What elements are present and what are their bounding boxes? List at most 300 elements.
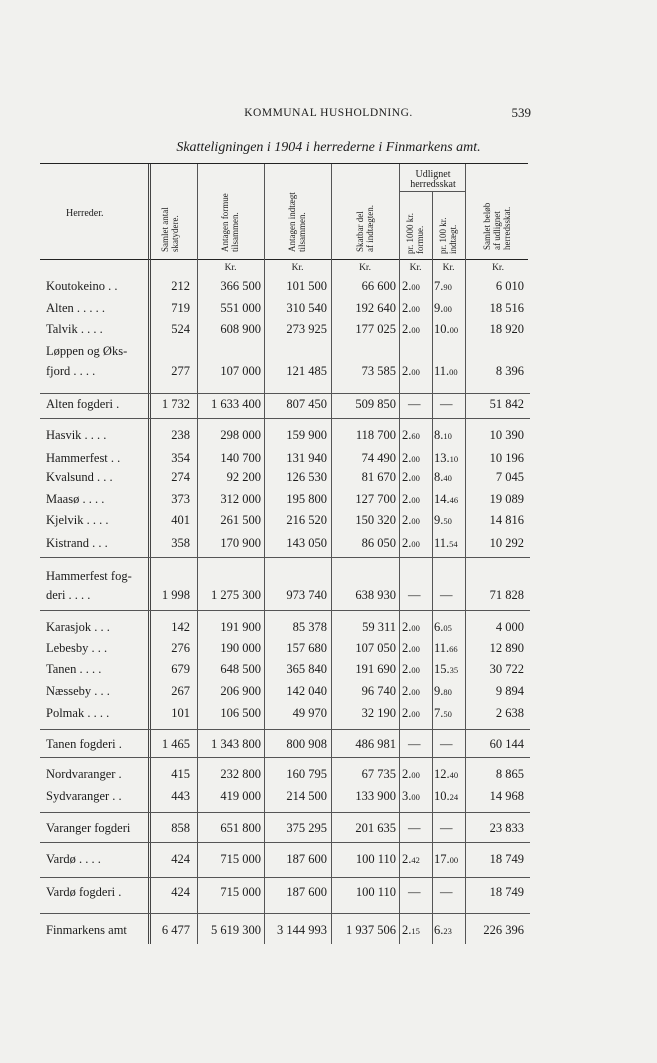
cell-indtaegt: 195 800 [286, 492, 327, 506]
cell-pr-indtaegt [434, 536, 466, 551]
cell-indtaegt: 121 485 [286, 364, 327, 378]
cell-pr-indtaegt-dec: 35 [449, 665, 459, 675]
cell-indtaegt: 85 378 [292, 620, 327, 634]
cell-pr-indtaegt [440, 821, 472, 836]
cell-pr-indtaegt-dec: 23 [443, 926, 452, 936]
cell-pr-indtaegt-dec: 10 [443, 431, 452, 441]
cell-pr-formue [402, 662, 432, 677]
cell-pr-indtaegt-dec: 54 [449, 539, 458, 549]
cell-pr-formue [402, 706, 432, 721]
cell-pr-indtaegt [440, 885, 472, 900]
cell-skatbar: 127 700 [355, 492, 396, 506]
cell-pr-formue-int: 2. [402, 923, 412, 937]
cell-pr-indtaegt-int: 10. [434, 789, 450, 803]
section-rule [40, 393, 530, 394]
cell-pr-indtaegt-dec: 00 [449, 325, 459, 335]
cell-formue: 140 700 [220, 451, 261, 465]
cell-skatbar: 66 600 [361, 279, 396, 293]
cell-pr-indtaegt-dec: 24 [449, 792, 459, 802]
row-name: Polmak . . . . [46, 706, 110, 720]
cell-pr-formue-dec: 00 [411, 473, 420, 483]
cell-samlet: 10 196 [489, 451, 524, 465]
cell-skatydere: 358 [171, 536, 190, 550]
cell-pr-indtaegt-int: 12. [434, 767, 450, 781]
cell-skatydere: 524 [171, 322, 190, 336]
row-name: Løppen og Øks- [46, 344, 128, 358]
cell-pr-indtaegt-dec: 10 [449, 454, 459, 464]
cell-pr-indtaegt-dec: 40 [443, 473, 452, 483]
cell-samlet: 8 865 [495, 767, 524, 781]
section-rule [40, 913, 530, 914]
cell-skatbar: 67 735 [361, 767, 396, 781]
cell-formue: 715 000 [220, 885, 261, 899]
cell-pr-formue-int: 2. [402, 513, 412, 527]
cell-pr-indtaegt-dec: 50 [443, 516, 452, 526]
cell-skatydere: 277 [171, 364, 190, 378]
cell-pr-indtaegt-int: 17. [434, 852, 450, 866]
cell-formue: 651 800 [220, 821, 261, 835]
table-row [0, 344, 657, 362]
cell-pr-formue [402, 492, 432, 507]
cell-skatydere: 142 [171, 620, 190, 634]
cell-indtaegt: 310 540 [286, 301, 327, 315]
cell-pr-formue-int: 2. [402, 451, 412, 465]
cell-pr-indtaegt-dec: 05 [443, 623, 452, 633]
cell-samlet: 226 396 [483, 923, 524, 937]
cell-pr-formue-int: 2. [402, 662, 412, 676]
cell-samlet: 12 890 [489, 641, 524, 655]
cell-indtaegt: 187 600 [286, 885, 327, 899]
cell-samlet: 18 749 [489, 885, 524, 899]
cell-pr-formue-dec: 00 [411, 304, 420, 314]
col-herreder: Herreder. [66, 208, 104, 219]
cell-pr-formue-dec: 00 [411, 792, 420, 802]
table-row [0, 451, 657, 469]
cell-skatydere: 212 [171, 279, 190, 293]
cell-formue: 92 200 [226, 470, 261, 484]
cell-pr-indtaegt [440, 737, 472, 752]
table-row [0, 620, 657, 638]
cell-skatbar: 100 110 [355, 885, 396, 899]
cell-pr-indtaegt-dec: 66 [449, 644, 458, 654]
cell-samlet: 6 010 [495, 279, 524, 293]
cell-pr-formue [402, 364, 432, 379]
cell-pr-indtaegt-int: 9. [434, 513, 444, 527]
row-name: Næsseby . . . [46, 684, 110, 698]
section-rule [40, 877, 530, 878]
section-rule [40, 729, 530, 730]
table-row [0, 789, 657, 807]
table-row [0, 470, 657, 488]
row-name: Alten fogderi . [46, 397, 120, 411]
cell-pr-formue [402, 322, 432, 337]
cell-formue: 298 000 [220, 428, 261, 442]
col-pr-formue: pr. 1000 kr. formue. [405, 212, 425, 254]
cell-samlet: 19 089 [489, 492, 524, 506]
cell-indtaegt: 160 795 [286, 767, 327, 781]
cell-skatydere: 1 465 [161, 737, 190, 751]
row-name: Talvik . . . . [46, 322, 103, 336]
cell-skatbar: 150 320 [355, 513, 396, 527]
cell-formue: 608 900 [220, 322, 261, 336]
col-pr-indtaegt: pr. 100 kr. indtægt. [438, 217, 458, 254]
cell-formue: 1 633 400 [211, 397, 261, 411]
cell-skatydere: 101 [171, 706, 190, 720]
col-formue: Antagen formue tilsammen. [220, 193, 240, 252]
table-row [0, 322, 657, 340]
cell-indtaegt: 273 925 [286, 322, 327, 336]
cell-samlet: 7 045 [495, 470, 524, 484]
cell-indtaegt: 3 144 993 [277, 923, 327, 937]
cell-skatbar: 107 050 [355, 641, 396, 655]
header-bottom-rule [40, 259, 528, 260]
page-number: 539 [511, 105, 531, 120]
row-name: deri . . . . [46, 588, 91, 602]
cell-pr-formue [408, 885, 438, 900]
cell-formue: 107 000 [220, 364, 261, 378]
cell-samlet: 60 144 [489, 737, 524, 751]
cell-skatydere: 415 [171, 767, 190, 781]
cell-pr-formue-int: — [408, 397, 421, 411]
table-row [0, 513, 657, 531]
row-name: Karasjok . . . [46, 620, 110, 634]
row-name: Vardø fogderi . [46, 885, 122, 899]
cell-pr-formue-dec: 00 [411, 367, 420, 377]
cell-pr-formue-int: — [408, 588, 421, 602]
cell-formue: 261 500 [220, 513, 261, 527]
cell-indtaegt: 143 050 [286, 536, 327, 550]
cell-pr-indtaegt [434, 684, 466, 699]
table-row [0, 737, 657, 755]
cell-pr-formue-dec: 00 [411, 687, 420, 697]
cell-pr-indtaegt-dec: 50 [443, 709, 452, 719]
cell-skatbar: 638 930 [355, 588, 396, 602]
row-name: Koutokeino . . [46, 279, 118, 293]
table-row [0, 821, 657, 839]
cell-indtaegt: 142 040 [286, 684, 327, 698]
cell-samlet: 14 968 [489, 789, 524, 803]
table-row [0, 397, 657, 415]
cell-pr-indtaegt [434, 470, 466, 485]
cell-pr-formue-dec: 00 [411, 282, 420, 292]
cell-pr-indtaegt-dec: 40 [449, 770, 459, 780]
cell-skatbar: 201 635 [355, 821, 396, 835]
cell-indtaegt: 101 500 [286, 279, 327, 293]
cell-skatbar: 191 690 [355, 662, 396, 676]
cell-pr-formue-dec: 60 [411, 431, 420, 441]
running-header [0, 107, 657, 123]
cell-pr-formue-int: 2. [402, 428, 412, 442]
cell-pr-indtaegt-int: 6. [434, 620, 444, 634]
table-row [0, 279, 657, 297]
table-row [0, 569, 657, 587]
cell-skatydere: 373 [171, 492, 190, 506]
row-name: Kjelvik . . . . [46, 513, 109, 527]
table-row [0, 706, 657, 724]
cell-samlet: 71 828 [489, 588, 524, 602]
table-row [0, 588, 657, 606]
cell-pr-indtaegt-int: 7. [434, 279, 444, 293]
cell-pr-indtaegt-dec: 46 [449, 495, 459, 505]
table-row [0, 923, 657, 941]
cell-pr-formue-dec: 42 [411, 855, 420, 865]
cell-pr-formue-int: 2. [402, 364, 412, 378]
cell-pr-indtaegt-int: 9. [434, 301, 444, 315]
cell-pr-indtaegt [434, 706, 466, 721]
cell-pr-indtaegt [440, 397, 472, 412]
cell-skatydere: 424 [171, 852, 190, 866]
cell-pr-formue-int: 2. [402, 301, 412, 315]
section-rule [40, 418, 530, 419]
cell-pr-indtaegt-int: — [440, 737, 453, 751]
section-rule [40, 812, 530, 813]
col-skatbar: Skatbar del af indtægten. [355, 205, 375, 252]
cell-pr-indtaegt-dec: 90 [443, 282, 452, 292]
cell-pr-indtaegt [434, 767, 466, 782]
cell-skatydere: 238 [171, 428, 190, 442]
cell-samlet: 10 292 [489, 536, 524, 550]
cell-pr-indtaegt-dec: 00 [443, 304, 452, 314]
cell-skatbar: 133 900 [355, 789, 396, 803]
table-row [0, 767, 657, 785]
cell-pr-formue-int: 2. [402, 279, 412, 293]
cell-pr-formue-dec: 15 [411, 926, 420, 936]
cell-skatydere: 267 [171, 684, 190, 698]
cell-pr-indtaegt [434, 279, 466, 294]
cell-pr-formue [408, 397, 438, 412]
cell-pr-formue-int: 2. [402, 852, 412, 866]
row-name: Kvalsund . . . [46, 470, 113, 484]
cell-skatbar: 177 025 [355, 322, 396, 336]
col-udlignet: Udlignet herredsskat [410, 169, 456, 190]
cell-formue: 5 619 300 [211, 923, 261, 937]
cell-formue: 206 900 [220, 684, 261, 698]
cell-pr-indtaegt [434, 789, 466, 804]
cell-pr-indtaegt-int: — [440, 397, 453, 411]
cell-pr-formue-dec: 00 [411, 644, 420, 654]
cell-pr-formue-dec: 00 [411, 325, 420, 335]
cell-indtaegt: 131 940 [286, 451, 327, 465]
cell-pr-formue-dec: 00 [411, 539, 420, 549]
table-row [0, 852, 657, 870]
cell-pr-formue [402, 641, 432, 656]
cell-indtaegt: 973 740 [286, 588, 327, 602]
row-name: Nordvaranger . [46, 767, 122, 781]
cell-pr-indtaegt-int: 6. [434, 923, 444, 937]
unit-label: Kr. [442, 263, 455, 273]
cell-pr-formue [408, 821, 438, 836]
cell-pr-formue-int: — [408, 821, 421, 835]
cell-skatydere: 1 998 [161, 588, 190, 602]
cell-pr-formue [408, 737, 438, 752]
cell-formue: 232 800 [220, 767, 261, 781]
cell-indtaegt: 157 680 [286, 641, 327, 655]
cell-skatbar: 86 050 [361, 536, 396, 550]
cell-indtaegt: 126 530 [286, 470, 327, 484]
row-name: Tanen fogderi . [46, 737, 122, 751]
cell-pr-formue [402, 470, 432, 485]
cell-pr-formue [402, 428, 432, 443]
cell-pr-formue-int: 2. [402, 322, 412, 336]
cell-indtaegt: 216 520 [286, 513, 327, 527]
header-title: KOMMUNAL HUSHOLDNING. [244, 107, 413, 119]
cell-formue: 648 500 [220, 662, 261, 676]
cell-formue: 190 000 [220, 641, 261, 655]
cell-skatbar: 1 937 506 [346, 923, 396, 937]
unit-label: Kr. [492, 263, 504, 273]
cell-pr-formue [402, 451, 432, 466]
table-row [0, 428, 657, 446]
cell-skatbar: 59 311 [362, 620, 396, 634]
cell-pr-indtaegt-int: 10. [434, 322, 450, 336]
cell-pr-formue [402, 301, 432, 316]
cell-skatydere: 424 [171, 885, 190, 899]
table-top-rule [40, 163, 528, 164]
cell-samlet: 23 833 [489, 821, 524, 835]
cell-pr-formue-dec: 00 [411, 454, 420, 464]
cell-pr-indtaegt-int: 8. [434, 470, 444, 484]
cell-formue: 170 900 [220, 536, 261, 550]
row-name: Hammerfest . . [46, 451, 121, 465]
cell-samlet: 18 749 [489, 852, 524, 866]
cell-samlet: 30 722 [489, 662, 524, 676]
cell-pr-formue [402, 789, 432, 804]
cell-formue: 191 900 [220, 620, 261, 634]
cell-pr-formue [402, 279, 432, 294]
cell-skatydere: 719 [171, 301, 190, 315]
cell-formue: 1 275 300 [211, 588, 261, 602]
col-skatydere: Samlet antal skatydere. [160, 207, 180, 252]
cell-pr-formue [402, 684, 432, 699]
cell-pr-formue-int: 3. [402, 789, 412, 803]
cell-pr-formue [408, 588, 438, 603]
cell-skatydere: 354 [171, 451, 190, 465]
cell-skatbar: 486 981 [355, 737, 396, 751]
cell-pr-indtaegt-int: 7. [434, 706, 444, 720]
cell-pr-indtaegt-dec: 80 [443, 687, 452, 697]
cell-samlet: 10 390 [489, 428, 524, 442]
unit-label: Kr. [359, 263, 371, 273]
cell-pr-indtaegt [434, 364, 466, 379]
cell-pr-formue-int: 2. [402, 470, 412, 484]
cell-pr-indtaegt [434, 301, 466, 316]
section-rule [40, 842, 530, 843]
table-row [0, 885, 657, 903]
cell-pr-formue [402, 923, 432, 938]
table-row [0, 364, 657, 382]
cell-pr-indtaegt-int: — [440, 821, 453, 835]
unit-label: Kr. [409, 263, 422, 273]
cell-pr-indtaegt-int: 8. [434, 428, 444, 442]
row-name: Alten . . . . . [46, 301, 106, 315]
cell-pr-formue [402, 513, 432, 528]
cell-pr-formue [402, 620, 432, 635]
cell-formue: 419 000 [220, 789, 261, 803]
cell-skatydere: 6 477 [161, 923, 190, 937]
cell-pr-indtaegt [434, 620, 466, 635]
cell-skatydere: 858 [171, 821, 190, 835]
cell-pr-formue-int: 2. [402, 536, 412, 550]
cell-pr-formue-dec: 00 [411, 770, 420, 780]
cell-skatydere: 679 [171, 662, 190, 676]
table-row [0, 684, 657, 702]
cell-samlet: 2 638 [495, 706, 524, 720]
cell-skatbar: 81 670 [361, 470, 396, 484]
row-name: Tanen . . . . [46, 662, 102, 676]
cell-pr-formue-dec: 00 [411, 709, 420, 719]
cell-pr-indtaegt-int: — [440, 588, 453, 602]
cell-pr-formue-dec: 00 [411, 623, 420, 633]
cell-samlet: 18 516 [489, 301, 524, 315]
cell-samlet: 14 816 [489, 513, 524, 527]
table-row [0, 662, 657, 680]
cell-pr-formue-dec: 00 [411, 516, 420, 526]
cell-pr-indtaegt-dec: 00 [449, 855, 459, 865]
cell-pr-indtaegt [434, 852, 466, 867]
col-indtaegt: Antagen indtægt tilsammen. [287, 192, 307, 252]
cell-skatbar: 73 585 [361, 364, 396, 378]
cell-skatydere: 276 [171, 641, 190, 655]
unit-label: Kr. [224, 263, 237, 273]
cell-pr-indtaegt-dec: 00 [449, 367, 458, 377]
cell-skatydere: 401 [171, 513, 190, 527]
cell-pr-formue-int: — [408, 885, 421, 899]
section-rule [40, 610, 530, 611]
cell-pr-formue-int: 2. [402, 684, 412, 698]
cell-pr-indtaegt [434, 322, 466, 337]
row-name: Vardø . . . . [46, 852, 101, 866]
table-row [0, 641, 657, 659]
row-name: Kistrand . . . [46, 536, 108, 550]
cell-skatbar: 74 490 [361, 451, 396, 465]
row-name: Sydvaranger . . [46, 789, 122, 803]
section-rule [40, 757, 530, 758]
row-name: Finmarkens amt [46, 923, 127, 937]
cell-pr-indtaegt-int: 13. [434, 451, 450, 465]
row-name: Varanger fogderi [46, 821, 131, 835]
cell-pr-indtaegt [434, 428, 466, 443]
cell-indtaegt: 800 908 [286, 737, 327, 751]
cell-pr-indtaegt [434, 513, 466, 528]
table-row [0, 536, 657, 554]
cell-pr-indtaegt-int: 11. [434, 536, 450, 550]
row-name: Hammerfest fog- [46, 569, 132, 583]
cell-indtaegt: 375 295 [286, 821, 327, 835]
cell-indtaegt: 214 500 [286, 789, 327, 803]
cell-skatbar: 118 700 [355, 428, 396, 442]
row-name: Lebesby . . . [46, 641, 108, 655]
cell-indtaegt: 807 450 [286, 397, 327, 411]
cell-samlet: 18 920 [489, 322, 524, 336]
cell-pr-indtaegt [440, 588, 472, 603]
cell-formue: 551 000 [220, 301, 261, 315]
table-row [0, 301, 657, 319]
cell-pr-indtaegt [434, 451, 466, 466]
cell-formue: 366 500 [220, 279, 261, 293]
unit-label: Kr. [291, 263, 304, 273]
row-name: fjord . . . . [46, 364, 96, 378]
cell-pr-indtaegt [434, 923, 466, 938]
cell-pr-indtaegt-int: 9. [434, 684, 444, 698]
cell-indtaegt: 365 840 [286, 662, 327, 676]
cell-indtaegt: 187 600 [286, 852, 327, 866]
cell-pr-formue-int: 2. [402, 641, 412, 655]
cell-pr-indtaegt-int: 15. [434, 662, 450, 676]
cell-pr-indtaegt-int: 11. [434, 364, 450, 378]
col-samlet: Samlet beløb af udlignet herredsskat. [482, 202, 512, 250]
cell-pr-formue [402, 536, 432, 551]
cell-pr-formue-int: 2. [402, 706, 412, 720]
